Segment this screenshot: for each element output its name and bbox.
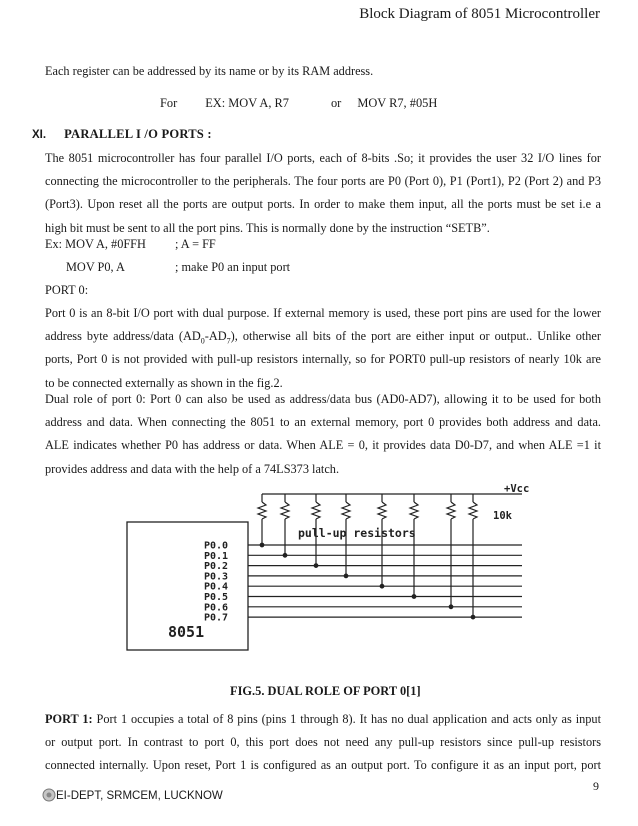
pin-label: P0.4 — [204, 581, 229, 593]
junction-dot — [380, 584, 384, 588]
pullup-resistor — [410, 502, 418, 519]
footer-dept-text: EI-DEPT, SRMCEM, LUCKNOW — [56, 790, 223, 802]
code-comment: ; make P0 an input port — [175, 260, 291, 274]
para-line: connected internally. Upon reset, Port 1 is configured as an output port. To configure it as an input port, port — [45, 758, 601, 773]
example-or: or — [330, 96, 342, 110]
para-line: high bit must be sent to all the port pins. This is normally done by the instruction “SETB”. — [45, 220, 490, 235]
page-header-title: Block Diagram of 8051 Microcontroller — [359, 6, 600, 22]
port1-paragraph — [45, 708, 601, 778]
text-run: -AD — [204, 329, 227, 344]
code-instr: Ex: MOV A, #0FFH — [45, 237, 146, 251]
pin-label: P0.6 — [204, 602, 229, 614]
pin-label: P0.7 — [204, 612, 229, 624]
resistor-value-label: 10k — [493, 510, 512, 522]
para-line — [45, 708, 601, 731]
subscript: 7 — [226, 336, 231, 346]
junction-dot — [283, 554, 287, 558]
pullup-resistor — [342, 502, 350, 519]
para-line — [45, 325, 601, 348]
para-line: ports, Port 0 is not provided with pull-up resistors internally, so for PORT0 pull-up resistors of nearly 10k are — [45, 352, 601, 367]
text-run: Port 1 occupies a total of 8 pins (pins 1 through 8). It has no dual application and acts only as input — [92, 712, 601, 726]
port0-paragraph — [45, 302, 601, 395]
example-instr-2: MOV R7, #05H — [357, 96, 438, 110]
para-line: to be connected externally as shown in the fig.2. — [45, 375, 283, 390]
pullup-resistor — [447, 502, 455, 519]
vcc-label: +Vcc — [504, 483, 530, 495]
intro-line: Each register can be addressed by its name or by its RAM address. — [45, 64, 374, 78]
page-number: 9 — [593, 779, 599, 793]
junction-dot — [412, 595, 416, 599]
ports-paragraph — [45, 147, 601, 240]
para-line: Port 0 is an 8-bit I/O port with dual purpose. If external memory is used, these port pins are used for the lower — [45, 306, 601, 320]
para-line: Dual role of port 0: Port 0 can also be used as address/data bus (AD0-AD7), allowing it to be used for both — [45, 392, 601, 406]
text-run: address byte address/data (AD — [45, 329, 201, 344]
footer-dept — [42, 786, 223, 804]
junction-dot — [449, 605, 453, 609]
example-instr-1: EX: MOV A, R7 — [205, 96, 289, 110]
port1-lead: PORT 1: — [45, 712, 93, 726]
pin-label: P0.2 — [204, 561, 229, 573]
pullup-resistor — [281, 502, 289, 519]
section-number: XI. — [32, 129, 47, 141]
pin-label: P0.5 — [204, 592, 229, 603]
text-run: ), otherwise all bits of the port are either input or output.. Unlike other — [230, 329, 601, 344]
port0-pullup-diagram — [120, 478, 560, 668]
junction-dot — [314, 564, 318, 568]
para-line: connecting the microcontroller to the peripherals. The four ports are P0 (Port 0), P1 (Port1), P2 (Port 2) and P3 — [45, 174, 601, 189]
chip-label: 8051 — [168, 623, 205, 641]
subscript: 0 — [200, 336, 205, 346]
junction-dot — [471, 615, 475, 619]
section-title: PARALLEL I /O PORTS : — [64, 127, 212, 141]
para-line: ALE indicates whether P0 has address or data. When ALE = 0, it provides data D0-D7, and when ALE =1 it — [45, 438, 601, 453]
pullup-resistor — [258, 502, 266, 519]
pullup-resistor — [378, 502, 386, 519]
code-line-1 — [45, 233, 216, 256]
junction-dot — [260, 543, 264, 547]
section-heading — [32, 125, 212, 143]
pullup-resistors-label: pull-up resistors — [298, 526, 416, 540]
figure-caption: FIG.5. DUAL ROLE OF PORT 0[1] — [230, 684, 421, 698]
pullup-resistor — [469, 502, 477, 519]
para-line: provides address and data with the help of a 74LS373 latch. — [45, 461, 340, 476]
example-prefix: For — [160, 96, 178, 110]
pin-label: P0.1 — [204, 550, 229, 562]
junction-dot — [344, 574, 348, 578]
pin-label: P0.0 — [204, 540, 229, 552]
dual-role-paragraph — [45, 388, 601, 481]
port0-heading: PORT 0: — [45, 283, 89, 297]
college-logo-icon — [42, 788, 56, 802]
code-instr: MOV P0, A — [66, 260, 125, 274]
para-line: (Port3). Upon reset all the ports are output ports. In order to make them input, all the ports must be set i.e a — [45, 197, 601, 212]
para-line: The 8051 microcontroller has four parallel I/O ports, each of 8-bits .So; it provides the user 32 I/O lines for — [45, 151, 601, 165]
code-comment: ; A = FF — [175, 237, 216, 251]
pullup-resistor — [312, 502, 320, 519]
example-line — [160, 96, 437, 111]
para-line: or output port. In contrast to port 0, this port does not need any pull-up resistors since pull-up resistors — [45, 735, 601, 750]
code-line-2 — [66, 256, 290, 279]
para-line: address and data. When connecting the 8051 to an external memory, port 0 provides both address and data. — [45, 415, 601, 430]
pin-label: P0.3 — [204, 571, 229, 583]
